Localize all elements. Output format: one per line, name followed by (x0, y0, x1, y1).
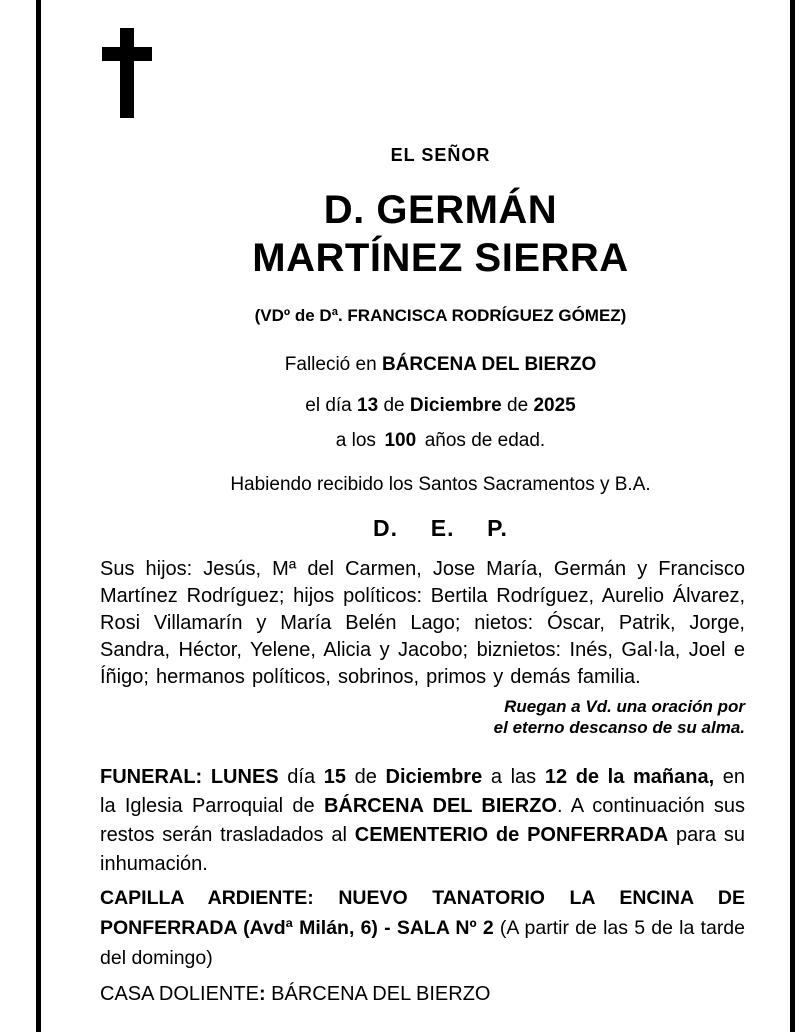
death-date-line (136, 395, 745, 417)
funeral-text: . A continuación sus restos serán trasladados al (100, 795, 745, 846)
chapel-bold-text: CAPILLA ARDIENTE: NUEVO TANATORIO LA ENCINA DE PONFERRADA (Avdª Milán, 6) - SALA Nº 2 (100, 887, 745, 939)
right-border-rule (790, 0, 795, 1032)
funeral-time: 12 de la mañana, (544, 766, 715, 788)
mourning-house-label: CASA DOLIENTE (100, 983, 259, 1005)
left-border-rule (36, 0, 41, 1032)
funeral-text: de (345, 766, 386, 788)
mourning-house-value: BÁRCENA DEL BIERZO (265, 983, 491, 1005)
death-place-line (136, 354, 745, 376)
deceased-name (136, 186, 745, 282)
funeral-header: FUNERAL: LUNES (100, 766, 279, 788)
funeral-cemetery: CEMENTERIO de PONFERRADA (354, 824, 669, 846)
mourning-house-colon: : (258, 983, 266, 1005)
date-month: Diciembre (409, 395, 502, 416)
mourning-house-line (100, 983, 745, 1006)
notice-header (100, 145, 745, 542)
date-day: 13 (357, 395, 379, 416)
date-sep2: de (501, 395, 534, 416)
sacraments-line: Habiendo recibido los Santos Sacramentos y B.A. (230, 474, 651, 495)
funeral-month: Diciembre (385, 766, 483, 788)
funeral-day: 15 (323, 766, 346, 788)
dep-abbreviation: D. E. P. (373, 515, 508, 541)
notice-content (100, 0, 745, 1006)
deceased-name-line1: D. GERMÁN (323, 188, 558, 232)
honorific-title: EL SEÑOR (390, 145, 491, 165)
funeral-text: en la Iglesia Parroquial de (100, 766, 746, 817)
funeral-paragraph (100, 763, 745, 879)
chapel-regular-text: (A partir de las 5 de la tarde del domingo) (100, 917, 745, 969)
age-prefix: a los (335, 430, 376, 451)
prayer-line2: el eterno descanso de su alma. (493, 718, 745, 737)
deceased-name-line2: MARTÍNEZ SIERRA (252, 236, 629, 280)
date-sep1: de (378, 395, 410, 416)
funeral-text: día (278, 766, 324, 788)
age-line (136, 430, 745, 452)
age-suffix: años de edad. (424, 430, 546, 451)
death-place: BÁRCENA DEL BIERZO (381, 354, 597, 375)
prayer-note (100, 696, 745, 738)
funeral-text: para su inhumación. (100, 824, 746, 875)
funeral-church-place: BÁRCENA DEL BIERZO (323, 795, 557, 817)
date-prefix: el día (305, 395, 358, 416)
chapel-paragraph (100, 883, 745, 973)
death-place-prefix: Falleció en (284, 354, 382, 375)
age-value: 100 (384, 430, 417, 451)
date-year: 2025 (533, 395, 576, 416)
funeral-text: a las (482, 766, 545, 788)
spouse-note: (VDº de Dª. FRANCISCA RODRÍGUEZ GÓMEZ) (254, 306, 627, 325)
family-paragraph: Sus hijos: Jesús, Mª del Carmen, Jose María, Germán y Francisco Martínez Rodríguez; hijos políticos: Bertila Rodríguez, Aurelio Álvarez, Rosi Villamarín y María Belén Lago; nietos: Óscar, Patrik, Jorge, Sandra, Héctor, Yelene, Alicia y Jacobo; biznietos: Inés, Gal·la, Joel e Íñigo; hermanos políticos, sobrinos, primos y demás familia. (100, 558, 745, 688)
prayer-line1: Ruegan a Vd. una oración por (504, 697, 745, 716)
